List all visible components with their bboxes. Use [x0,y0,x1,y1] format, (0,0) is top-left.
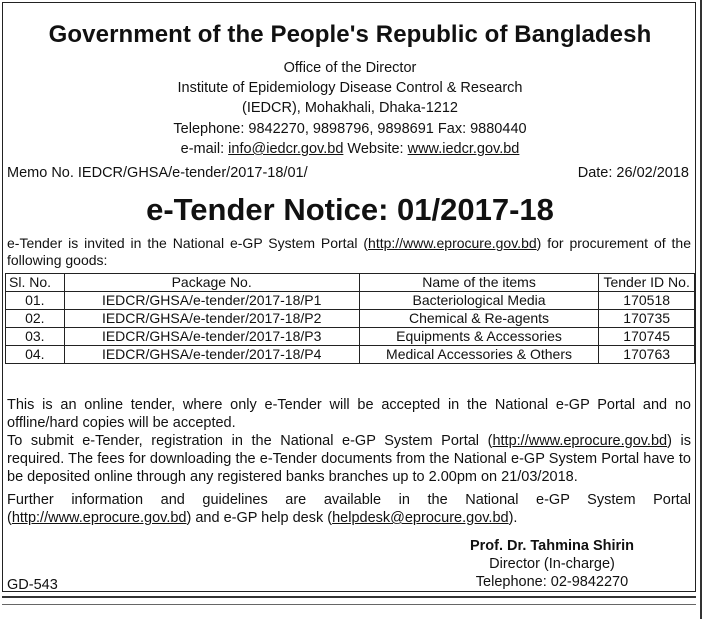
intro-text-start: e-Tender is invited in the National e-GP System Portal ( [7,235,369,251]
government-title: Government of the People's Republic of Bangladesh [48,21,652,48]
email-link[interactable]: info@iedcr.gov.bd [228,141,344,157]
header-name: Name of the items [359,274,599,292]
registration-eprocure-link[interactable]: http://www.eprocure.gov.bd [492,433,668,449]
signatory-designation: Director (In-charge) [489,556,615,572]
intro-paragraph [7,235,691,269]
signature-block [433,537,671,591]
signatory-name: Prof. Dr. Tahmina Shirin [469,538,635,554]
office-line: Office of the Director [283,60,417,76]
row-tender-id: 170735 [599,310,695,328]
guidelines-close: ). [508,510,518,526]
guidelines-paragraph [7,491,691,527]
institute-line: Institute of Epidemiology Disease Control & Research [177,80,523,96]
address-line: (IEDCR), Mohakhali, Dhaka-1212 [242,100,458,116]
row-item-name: Bacteriological Media [359,292,599,310]
row-tender-id: 170745 [599,328,695,346]
table-header-row [6,274,695,292]
website-label: Website: [343,141,408,157]
header-sl: Sl. No. [6,274,65,292]
registration-text-start: To submit e-Tender, registration in the National e-GP System Portal ( [7,433,493,449]
signatory-telephone: Telephone: 02-9842270 [475,574,629,590]
row-tender-id: 170518 [599,292,695,310]
row-item-name: Chemical & Re-agents [359,310,599,328]
contact-line [3,139,697,159]
table-row [6,346,695,364]
email-label: e-mail: [180,141,229,157]
row-tender-id: 170763 [599,346,695,364]
row-item-name: Medical Accessories & Others [359,346,599,364]
row-item-name: Equipments & Accessories [359,328,599,346]
bottom-divider-secondary [2,604,696,605]
notice-title: e-Tender Notice: 01/2017-18 [146,192,554,227]
guidelines-mid: ) and e-GP help desk ( [186,510,333,526]
header-package: Package No. [64,274,359,292]
table-row [6,328,695,346]
eprocure-link[interactable]: http://www.eprocure.gov.bd [368,235,537,251]
memo-number: Memo No. IEDCR/GHSA/e-tender/2017-18/01/ [7,165,308,181]
row-package: IEDCR/GHSA/e-tender/2017-18/P2 [64,310,359,328]
notice-sheet [2,2,696,592]
goods-table [5,273,695,364]
guidelines-eprocure-link[interactable]: http://www.eprocure.gov.bd [11,510,187,526]
guidelines-text: Further information and guidelines are available in the National e-GP System Portal [7,492,691,508]
row-package: IEDCR/GHSA/e-tender/2017-18/P4 [64,346,359,364]
row-sl: 04. [6,346,65,364]
row-package: IEDCR/GHSA/e-tender/2017-18/P3 [64,328,359,346]
helpdesk-email-link[interactable]: helpdesk@eprocure.gov.bd [332,510,509,526]
row-sl: 03. [6,328,65,346]
table-row [6,310,695,328]
table-row [6,292,695,310]
telephone-line: Telephone: 9842270, 9898796, 9898691 Fax: 9880440 [173,121,527,137]
registration-text-end: ) is required. The fees for downloading the e-Tender documents from the National e-GP System Portal have to be deposited online through any registered banks branches up to 2.00pm on 21/03/2018. [7,433,691,485]
memo-date: Date: 26/02/2018 [577,165,689,181]
row-sl: 01. [6,292,65,310]
row-package: IEDCR/GHSA/e-tender/2017-18/P1 [64,292,359,310]
website-link[interactable]: www.iedcr.gov.bd [407,141,520,157]
online-tender-paragraph: This is an online tender, where only e-Tender will be accepted in the National e-GP Portal and no offline/hard copies will be accepted. [7,397,691,431]
bottom-divider [2,596,696,598]
row-sl: 02. [6,310,65,328]
footer-code: GD-543 [7,577,58,593]
intro-text-end: ) for procurement of the following goods: [7,235,691,268]
header-tender-id: Tender ID No. [599,274,695,292]
registration-paragraph [7,432,691,486]
guidelines-open: ( [7,510,12,526]
page-edge [700,0,702,619]
